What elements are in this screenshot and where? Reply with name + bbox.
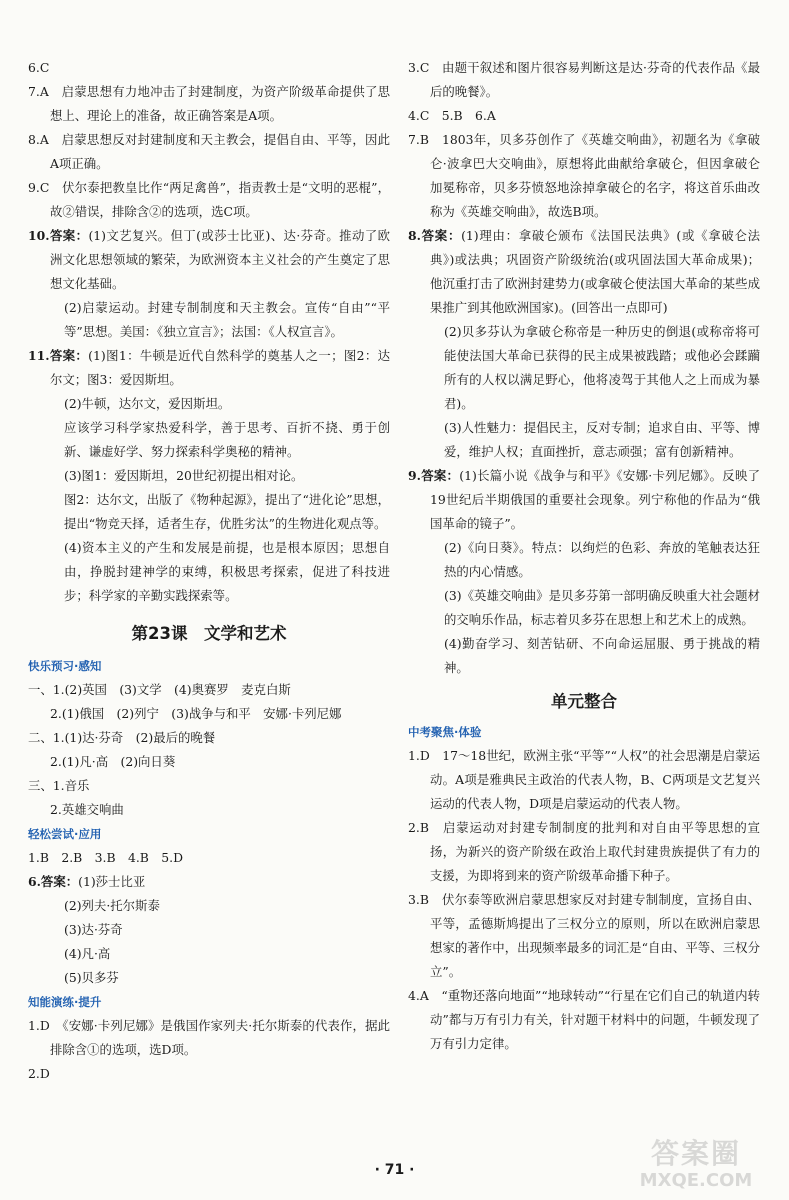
answer-11-part3: (3)图1：爱因斯坦，20世纪初提出相对论。 bbox=[64, 468, 304, 483]
answer-11-part2-detail: 应该学习科学家热爱科学，善于思考、百折不挠、勇于创新、谦虚好学、努力探索科学奥秘的精神。 bbox=[64, 420, 390, 459]
section-header-drill: 知能演练·提升 bbox=[28, 995, 102, 1009]
preview-line: 2.(1)俄国 (2)列宁 (3)战争与和平 安娜·卡列尼娜 bbox=[50, 706, 342, 721]
answer-9-part1: 9.答案：(1)长篇小说《战争与和平》《安娜·卡列尼娜》。反映了19世纪后半期俄国的重要社会现象。列宁称他的作品为“俄国革命的镜子”。 bbox=[408, 468, 761, 531]
preview-line: 三、1.音乐 bbox=[28, 778, 90, 793]
preview-line: 2.(1)凡·高 (2)向日葵 bbox=[50, 754, 176, 769]
focus-line: 3.B 伏尔泰等欧洲启蒙思想家反对封建专制制度，宣扬自由、平等，孟德斯鸠提出了三权分立的原则，所以在欧洲启蒙思想家的著作中，出现频率最多的词汇是“自由、平等、三权分立”。 bbox=[408, 892, 760, 979]
answer-8-part1: 8.答案：(1)理由：拿破仑颁布《法国民法典》(或《拿破仑法典》)或法典；巩固资产阶级统治(或巩固法国大革命成果)；他沉重打击了欧洲封建势力(或拿破仑使法国大革命的某些成果推广到其他欧洲国家)。(回答出一点即可) bbox=[408, 228, 760, 315]
drill-line: 2.D bbox=[28, 1066, 50, 1081]
answer-4-6: 4.C 5.B 6.A bbox=[408, 108, 496, 123]
answer-3: 3.C 由题干叙述和图片很容易判断这是达·芬奇的代表作品《最后的晚餐》。 bbox=[408, 60, 760, 99]
answer-9: 9.C 伏尔泰把教皇比作“两足禽兽”，指责教士是“文明的恶棍”，故②错误，排除含②的选项，选C项。 bbox=[28, 180, 390, 219]
answer-11-part3-detail: 图2：达尔文，出版了《物种起源》，提出了“进化论”思想，提出“物竞天择，适者生存，优胜劣汰”的生物进化观点等。 bbox=[64, 492, 390, 531]
preview-line: 二、1.(1)达·芬奇 (2)最后的晚餐 bbox=[28, 730, 216, 745]
focus-line: 2.B 启蒙运动对封建专制制度的批判和对自由平等思想的宣扬，为新兴的资产阶级在政治上取代封建贵族提供了有力的支援，为即将到来的资产阶级革命播下种子。 bbox=[408, 820, 760, 883]
section-header-preview: 快乐预习·感知 bbox=[28, 659, 102, 673]
section-header-focus: 中考聚焦·体验 bbox=[408, 725, 482, 739]
left-column bbox=[28, 56, 390, 1086]
preview-line: 一、1.(2)英国 (3)文学 (4)奥赛罗 麦克白斯 bbox=[28, 682, 291, 697]
right-column bbox=[408, 56, 760, 1056]
try-line: 1.B 2.B 3.B 4.B 5.D bbox=[28, 850, 184, 865]
answer-9-part2: (2)《向日葵》。特点：以绚烂的色彩、奔放的笔触表达狂热的内心情感。 bbox=[444, 540, 760, 579]
answer-6: 6.C bbox=[28, 60, 50, 75]
answer-9-part4: (4)勤奋学习、刻苦钻研、不向命运屈服、勇于挑战的精神。 bbox=[444, 636, 760, 675]
try-line: (3)达·芬奇 bbox=[64, 922, 123, 937]
unit-title: 单元整合 bbox=[551, 692, 617, 711]
preview-line: 2.英雄交响曲 bbox=[50, 802, 124, 817]
answer-9-part3: (3)《英雄交响曲》是贝多芬第一部明确反映重大社会题材的交响乐作品，标志着贝多芬在思想上和艺术上的成熟。 bbox=[444, 588, 760, 627]
watermark-text: 答案圈 bbox=[650, 1137, 741, 1170]
drill-line: 1.D 《安娜·卡列尼娜》是俄国作家列夫·托尔斯泰的代表作，据此排除含①的选项，选D项。 bbox=[28, 1018, 390, 1057]
answer-7-right: 7.B 1803年，贝多芬创作了《英雄交响曲》，初题名为《拿破仑·波拿巴大交响曲》，原想将此曲献给拿破仑，但因拿破仑加冕称帝，贝多芬愤怒地涂掉拿破仑的名字，将这首乐曲改称为《英雄交响曲》，故选B项。 bbox=[408, 132, 760, 219]
watermark-url: MXQE.COM bbox=[639, 1170, 753, 1191]
answer-8: 8.A 启蒙思想反对封建制度和天主教会，提倡自由、平等，因此A项正确。 bbox=[28, 132, 390, 171]
section-header-try: 轻松尝试·应用 bbox=[28, 827, 102, 841]
answer-8-part2: (2)贝多芬认为拿破仑称帝是一种历史的倒退(或称帝将可能使法国大革命已获得的民主成果被践踏；或他必会蹂躏所有的人权以满足野心，他将凌驾于其他人之上而成为暴君)。 bbox=[444, 324, 760, 411]
focus-line: 4.A “重物还落向地面”“地球转动”“行星在它们自己的轨道内转动”都与万有引力有关，针对题干材料中的问题，牛顿发现了万有引力定律。 bbox=[408, 988, 760, 1051]
try-line: (4)凡·高 bbox=[64, 946, 111, 961]
answer-11-part1: 11.答案：(1)图1：牛顿是近代自然科学的奠基人之一；图2：达尔文；图3：爱因斯坦。 bbox=[28, 348, 390, 387]
answer-11-part2: (2)牛顿，达尔文，爱因斯坦。 bbox=[64, 396, 231, 411]
answer-10-part1: 10.答案：(1)文艺复兴。但丁(或莎士比亚)、达·芬奇。推动了欧洲文化思想领域的繁荣，为欧洲资本主义社会的产生奠定了思想文化基础。 bbox=[28, 228, 390, 291]
lesson-title: 第23课 文学和艺术 bbox=[131, 624, 287, 643]
focus-line: 1.D 17～18世纪，欧洲主张“平等”“人权”的社会思潮是启蒙运动。A项是雅典民主政治的代表人物，B、C两项是文艺复兴运动的代表人物，D项是启蒙运动的代表人物。 bbox=[408, 748, 760, 811]
page-number: · 71 · bbox=[374, 1162, 415, 1178]
try-line: 6.答案：(1)莎士比亚 bbox=[28, 874, 146, 889]
answer-7: 7.A 启蒙思想有力地冲击了封建制度，为资产阶级革命提供了思想上、理论上的准备，故正确答案是A项。 bbox=[28, 84, 390, 123]
answer-11-part4: (4)资本主义的产生和发展是前提，也是根本原因；思想自由，挣脱封建神学的束缚，积极思考探索，促进了科技进步；科学家的辛勤实践探索等。 bbox=[64, 540, 390, 603]
try-line: (5)贝多芬 bbox=[64, 970, 119, 985]
try-line: (2)列夫·托尔斯泰 bbox=[64, 898, 160, 913]
answer-8-part3: (3)人性魅力：提倡民主，反对专制；追求自由、平等、博爱，维护人权；直面挫折，意志顽强；富有创新精神。 bbox=[444, 420, 760, 459]
watermark-logo bbox=[621, 1138, 771, 1192]
answer-10-part2: (2)启蒙运动。封建专制制度和天主教会。宣传“自由”“平等”思想。美国：《独立宣言》；法国：《人权宣言》。 bbox=[64, 300, 390, 339]
